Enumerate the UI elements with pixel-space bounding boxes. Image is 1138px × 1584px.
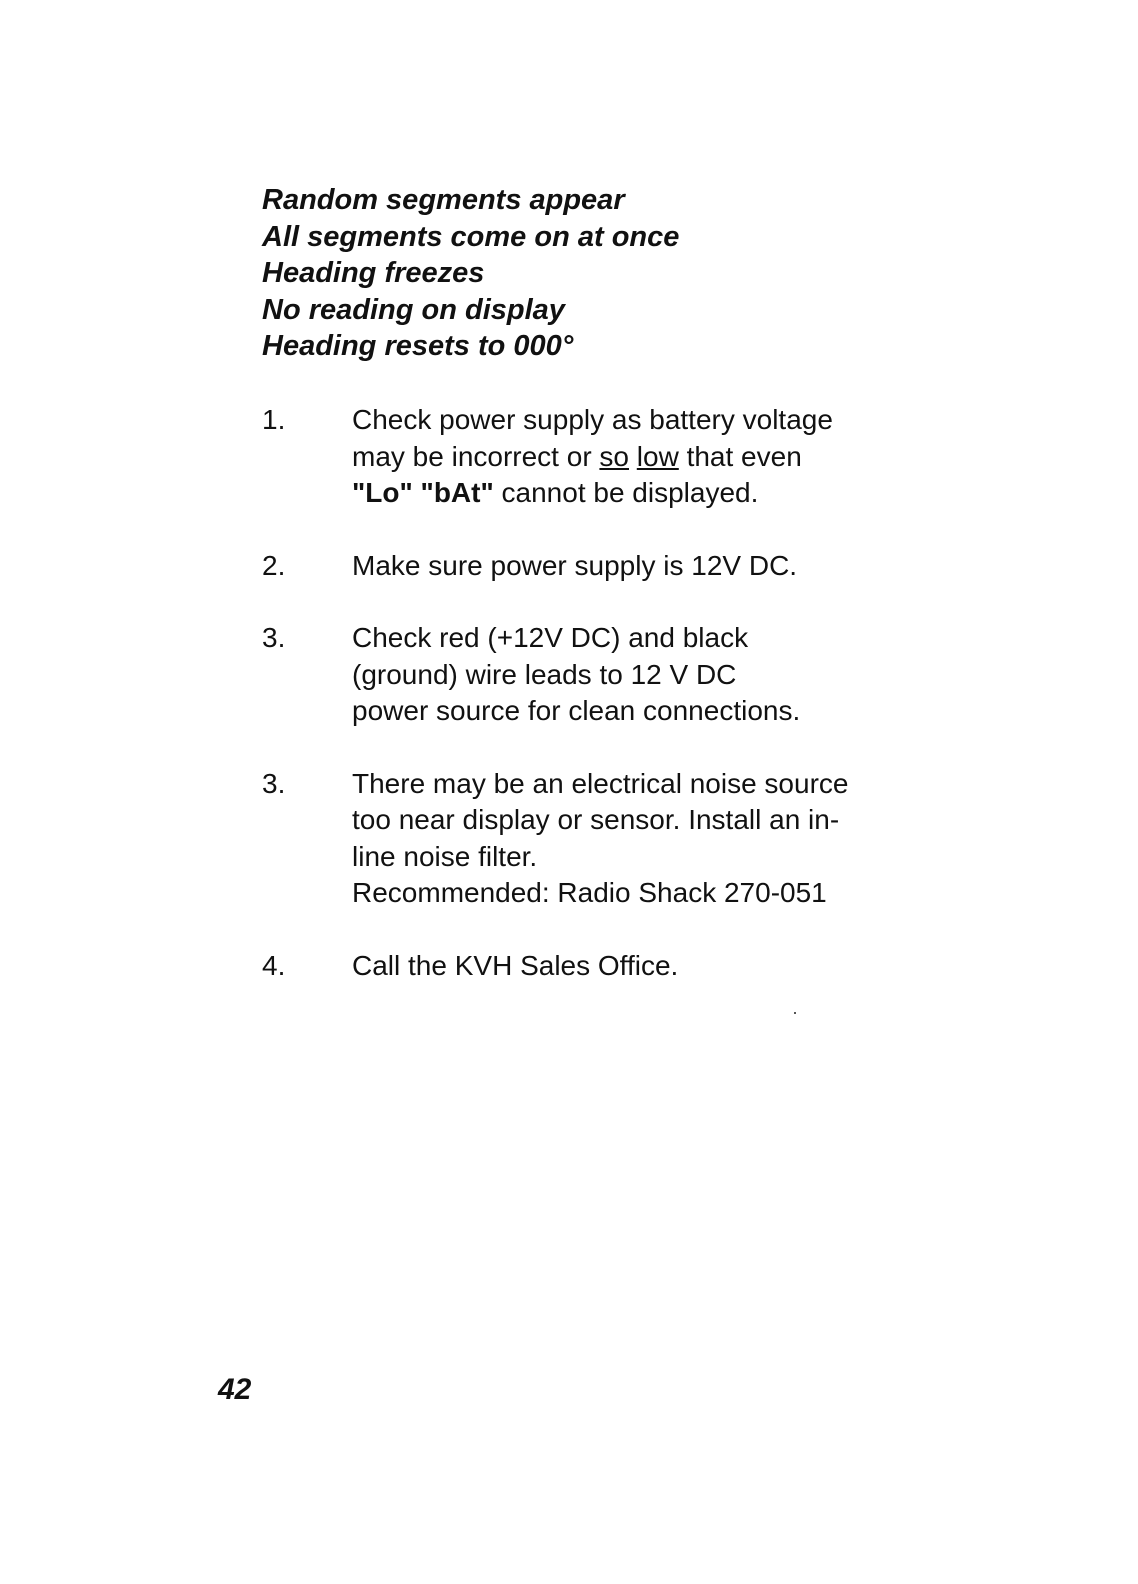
step-item: [262, 548, 942, 585]
step-item: [262, 620, 942, 730]
step-line: Call the KVH Sales Office.: [352, 949, 679, 981]
step-text: [352, 766, 942, 912]
symptom-line: No reading on display: [262, 293, 565, 326]
troubleshooting-steps: [262, 402, 942, 984]
step-item: [262, 948, 942, 985]
step-text-fragment: [629, 441, 637, 472]
step-line: line noise filter.: [352, 840, 538, 872]
display-code: "Lo": [352, 477, 413, 508]
symptom-line: All segments come on at once: [262, 220, 680, 253]
step-line: Recommended: Radio Shack 270-051: [352, 877, 827, 908]
step-line: power source for clean connections.: [352, 695, 801, 726]
step-text-fragment: that even: [678, 440, 802, 472]
step-line: There may be an electrical noise source: [352, 767, 849, 799]
step-line: too near display or sensor. Install an in-: [352, 804, 840, 835]
symptom-line: Heading freezes: [262, 257, 485, 289]
step-line: [352, 439, 942, 476]
scan-speck: [794, 1012, 796, 1014]
step-line: (ground) wire leads to 12 V DC: [352, 658, 737, 690]
step-item: [262, 402, 942, 512]
step-item: [262, 766, 942, 912]
step-line: Check red (+12V DC) and black: [352, 622, 749, 653]
page-number: 42: [218, 1373, 252, 1406]
step-line: Check power supply as battery voltage: [352, 404, 833, 435]
step-line: Make sure power supply is 12V DC.: [352, 549, 798, 581]
symptom-line: Random segments appear: [262, 184, 625, 216]
step-line: [352, 475, 942, 512]
symptoms-heading: [262, 182, 962, 365]
step-text: [352, 548, 942, 585]
step-text: [352, 402, 942, 512]
step-text-fragment: may be incorrect or: [352, 440, 600, 472]
step-number: 4.: [262, 949, 286, 981]
symptom-line: Heading resets to 000°: [262, 330, 574, 362]
step-number: 3.: [262, 767, 286, 799]
step-text-fragment: [413, 477, 421, 508]
step-text-fragment: cannot be displayed.: [493, 477, 759, 508]
underlined-word: so: [599, 440, 629, 472]
step-number: 2.: [262, 549, 286, 581]
step-number: 1.: [262, 404, 286, 435]
step-number: 3.: [262, 622, 286, 653]
underlined-word: low: [636, 440, 679, 472]
step-text: [352, 620, 942, 730]
step-text: [352, 948, 942, 985]
display-code: "bAt": [420, 477, 494, 508]
